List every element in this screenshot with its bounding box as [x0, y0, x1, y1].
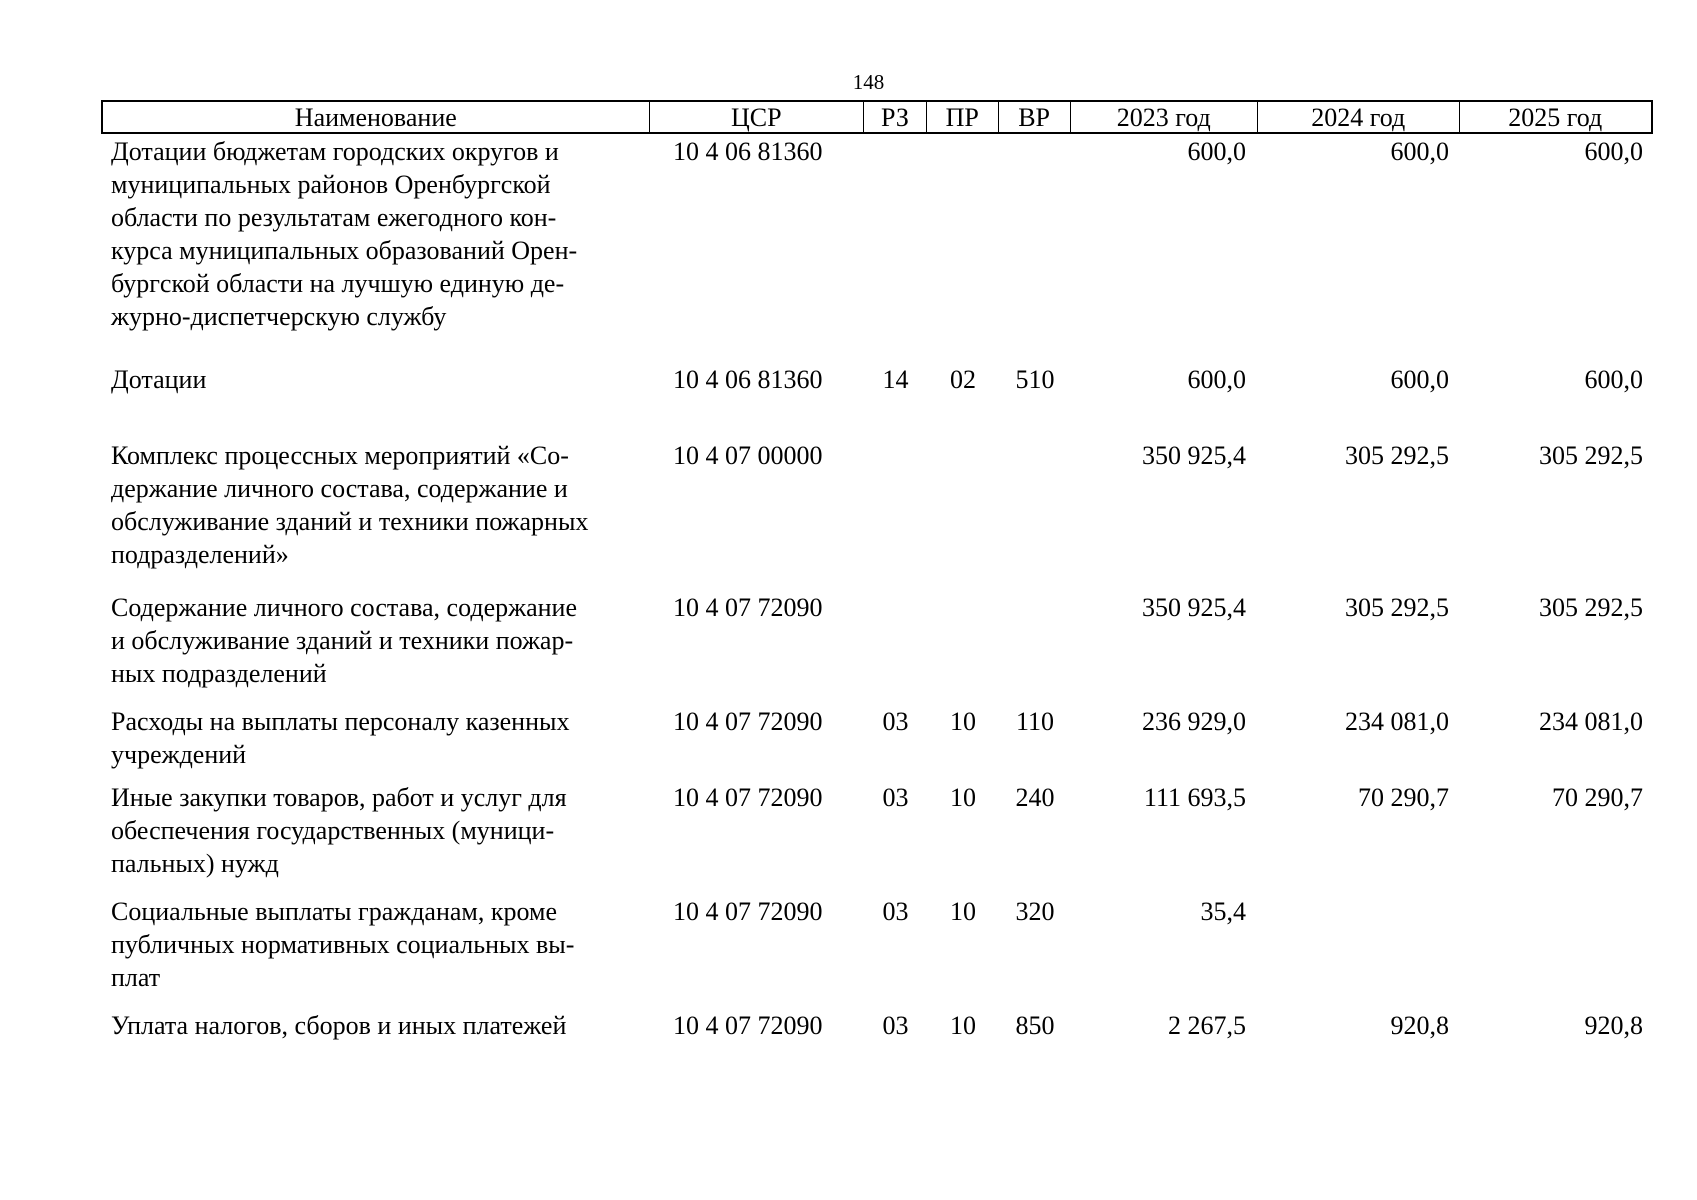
row-csr: 10 4 06 81360 [673, 365, 823, 394]
row-2024: 600,0 [1390, 365, 1449, 394]
row-2023: 2 267,5 [1168, 1011, 1246, 1040]
row-2023: 111 693,5 [1143, 783, 1246, 812]
table-row [101, 135, 1653, 333]
header-2023: 2023 год [1071, 102, 1259, 132]
table-row [101, 705, 1653, 771]
header-2025: 2025 год [1508, 103, 1603, 132]
table-row [101, 895, 1653, 994]
row-csr: 10 4 07 72090 [673, 897, 823, 926]
row-name: Социальные выплаты гражданам, кроме публичных нормативных социальных вы- плат [111, 897, 575, 992]
row-pr [927, 439, 999, 571]
row-vr: 320 [1015, 897, 1055, 926]
table-row [101, 781, 1653, 880]
row-rz: 03 [882, 783, 909, 812]
row-vr: 240 [1015, 783, 1055, 812]
row-rz: 03 [882, 897, 909, 926]
table-header [101, 100, 1653, 134]
header-csr: ЦСР [650, 102, 864, 132]
header-2024: 2024 год [1258, 102, 1459, 132]
row-vr [999, 591, 1071, 690]
page-number: 148 [852, 70, 885, 94]
row-csr: 10 4 07 72090 [673, 783, 823, 812]
row-rz: 03 [882, 1011, 909, 1040]
row-2025: 70 290,7 [1552, 783, 1643, 812]
row-2024: 920,8 [1390, 1011, 1449, 1040]
row-2023: 350 925,4 [1142, 593, 1246, 622]
row-2024: 600,0 [1390, 137, 1449, 166]
row-csr: 10 4 07 72090 [673, 1011, 823, 1040]
row-2024: 70 290,7 [1358, 783, 1449, 812]
row-2023: 350 925,4 [1142, 441, 1246, 470]
table-row [101, 1009, 1653, 1042]
table-row [101, 591, 1653, 690]
row-rz: 03 [882, 707, 909, 736]
row-2023: 600,0 [1187, 137, 1246, 166]
row-2025 [1461, 895, 1653, 994]
row-vr: 110 [1015, 707, 1055, 736]
row-2024: 305 292,5 [1345, 441, 1449, 470]
row-2025: 600,0 [1584, 365, 1643, 394]
row-2024 [1259, 895, 1461, 994]
row-2023: 236 929,0 [1142, 707, 1246, 736]
row-vr: 850 [1015, 1011, 1055, 1040]
row-rz: 14 [882, 365, 909, 394]
row-name: Иные закупки товаров, работ и услуг для обеспечения государственных (муници- пальных) нужд [111, 783, 567, 878]
row-csr: 10 4 07 00000 [673, 441, 823, 470]
row-vr [999, 439, 1071, 571]
row-pr [927, 135, 999, 333]
row-pr [927, 591, 999, 690]
row-2025: 600,0 [1584, 137, 1643, 166]
row-pr: 10 [950, 783, 976, 812]
row-2024: 234 081,0 [1345, 707, 1449, 736]
row-csr: 10 4 07 72090 [673, 707, 823, 736]
row-2025: 305 292,5 [1539, 441, 1643, 470]
row-pr: 02 [950, 365, 976, 394]
table-row [101, 363, 1653, 396]
header-name: Наименование [103, 102, 650, 132]
row-2024: 305 292,5 [1345, 593, 1449, 622]
row-vr [999, 135, 1071, 333]
row-name: Комплекс процессных мероприятий «Со- держание личного состава, содержание и обслуживание зданий и техники пожарных подразделений» [111, 441, 589, 569]
row-name: Дотации [111, 365, 207, 394]
row-name: Расходы на выплаты персоналу казенных учреждений [111, 707, 570, 769]
header-pr: ПР [927, 102, 999, 132]
row-name: Дотации бюджетам городских округов и муниципальных районов Оренбургской области по результатам ежегодного кон- курса муниципальных образований Орен- бургской области на лучшую единую де- журно-диспетчерскую службу [111, 137, 578, 331]
row-2025: 920,8 [1584, 1011, 1643, 1040]
header-rz: РЗ [864, 102, 927, 132]
row-vr: 510 [1015, 365, 1055, 394]
row-csr: 10 4 06 81360 [673, 137, 823, 166]
row-2025: 234 081,0 [1539, 707, 1643, 736]
row-name: Уплата налогов, сборов и иных платежей [111, 1011, 567, 1040]
row-2025: 305 292,5 [1539, 593, 1643, 622]
row-2023: 600,0 [1187, 365, 1246, 394]
row-rz [864, 135, 927, 333]
header-vr: ВР [999, 102, 1071, 132]
row-pr: 10 [950, 897, 976, 926]
row-name: Содержание личного состава, содержание и обслуживание зданий и техники пожар- ных подразделений [111, 593, 577, 688]
table-row [101, 439, 1653, 571]
row-csr: 10 4 07 72090 [673, 593, 823, 622]
row-pr: 10 [950, 707, 976, 736]
row-pr: 10 [950, 1011, 976, 1040]
row-rz [864, 591, 927, 690]
row-2023: 35,4 [1200, 897, 1246, 926]
row-rz [864, 439, 927, 571]
